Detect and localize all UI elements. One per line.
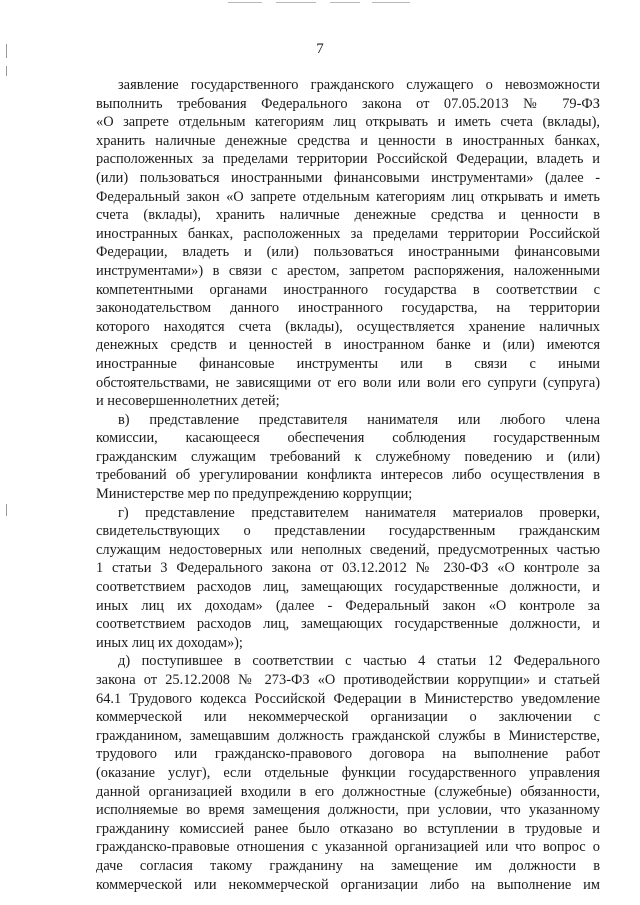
- text-line: иных лиц их доходам»);: [96, 634, 243, 651]
- text-line: компетентными органами иностранного государства в соответствии с: [96, 281, 600, 298]
- text-line: (оказание услуг), если отдельные функции государственного управления: [96, 764, 600, 781]
- text-line: хранить наличные денежные средства и ценности в иностранных банках,: [96, 132, 600, 149]
- text-line: Федерации, владеть и (или) пользоваться иностранными финансовыми: [96, 244, 600, 261]
- text-line: соответствием расходов лиц, замещающих государственные должности, и: [96, 579, 600, 596]
- text-line: гражданину комиссией ранее было отказано во вступлении в трудовые и: [96, 820, 600, 837]
- text-line: соответствием расходов лиц, замещающих государственные должности, и: [96, 616, 600, 633]
- text-line: Федеральный закон «О запрете отдельным категориям лиц открывать и иметь: [96, 188, 600, 205]
- text-line: иных лиц их доходам» (далее - Федеральный закон «О контроле за: [96, 597, 600, 614]
- text-line: комиссии, касающееся обеспечения соблюдения государственным: [96, 430, 600, 447]
- document-body: [96, 76, 600, 894]
- scan-artifact: [6, 504, 7, 516]
- text-line: гражданско-правовые отношения с указанной организацией или что вопрос о: [96, 839, 600, 856]
- text-line: «О запрете отдельным категориям лиц открывать и иметь счета (вклады),: [96, 114, 600, 131]
- paragraph-continuation: [96, 76, 600, 411]
- text-line: законодательством данного иностранного государства, на территории: [96, 300, 600, 317]
- text-line: коммерческой или некоммерческой организации либо на выполнение им: [96, 876, 600, 893]
- text-line: которого находятся счета (вклады), осуществляется хранение наличных: [96, 318, 600, 335]
- scan-artifact: [330, 2, 360, 3]
- text-line: даче согласия такому гражданину на замещение им должности в: [96, 857, 600, 874]
- scan-artifact: [6, 66, 7, 76]
- text-line: в) представление представителя нанимателя или любого члена: [118, 411, 600, 428]
- scan-artifact: [276, 2, 316, 3]
- text-line: закона от 25.12.2008 № 273-ФЗ «О противодействии коррупции» и статьей: [96, 672, 600, 688]
- text-line: 1 статьи 3 Федерального закона от 03.12.2012 № 230-ФЗ «О контроле за: [96, 560, 600, 577]
- text-line: коммерческой или некоммерческой организации о заключении с: [96, 709, 600, 726]
- scan-artifact: [372, 2, 410, 3]
- text-line: служащим недостоверных или неполных сведений, предусмотренных частью: [96, 541, 600, 558]
- text-line: гражданином, замещавшим должность гражданской службы в Министерстве,: [96, 727, 600, 744]
- text-line: расположенных за пределами территории Российской Федерации, владеть и: [96, 151, 600, 168]
- scan-artifact: [228, 2, 262, 3]
- text-line: трудового или гражданско-правового договора на выполнение работ: [96, 746, 600, 763]
- text-line: заявление государственного гражданского служащего о невозможности: [118, 77, 600, 93]
- text-line: счета (вклады), хранить наличные денежные средства и ценности в: [96, 207, 600, 224]
- text-line: Министерстве мер по предупреждению коррупции;: [96, 486, 413, 503]
- text-line: выполнить требования Федерального закона от 07.05.2013 № 79-ФЗ: [96, 95, 600, 112]
- text-line: исполняемые во время замещения должности, при условии, что указанному: [96, 802, 600, 819]
- paragraph-item-v: [96, 411, 600, 504]
- text-line: гражданским служащим требований к служебному поведению и (или): [96, 448, 600, 465]
- text-line: инструментами») в связи с арестом, запретом распоряжения, наложенными: [96, 262, 600, 279]
- page-number: 7: [316, 41, 324, 57]
- text-line: г) представление представителем нанимателя материалов проверки,: [118, 504, 600, 521]
- text-line: (или) пользоваться иностранными финансовыми инструментами» (далее -: [96, 169, 600, 186]
- paragraph-item-g: [96, 504, 600, 653]
- text-line: денежных средств и ценностей в иностранном банке и (или) имеются: [96, 337, 600, 354]
- paragraph-item-d: [96, 652, 600, 894]
- text-line: и несовершеннолетних детей;: [96, 393, 280, 410]
- text-line: требований об урегулировании конфликта интересов либо осуществления в: [96, 467, 600, 484]
- text-line: иностранные финансовые инструменты или в связи с иными: [96, 355, 600, 372]
- text-line: обстоятельствами, не зависящими от его воли или воли его супруги (супруга): [96, 374, 600, 391]
- text-line: данной организацией входили в его должностные (служебные) обязанности,: [96, 783, 600, 800]
- text-line: свидетельствующих о представлении государственным гражданским: [96, 523, 600, 540]
- text-line: иностранных банках, расположенных за пределами территории Российской: [96, 225, 600, 242]
- text-line: д) поступившее в соответствии с частью 4 статьи 12 Федерального: [118, 653, 600, 670]
- text-line: 64.1 Трудового кодекса Российской Федерации в Министерство уведомление: [96, 690, 600, 707]
